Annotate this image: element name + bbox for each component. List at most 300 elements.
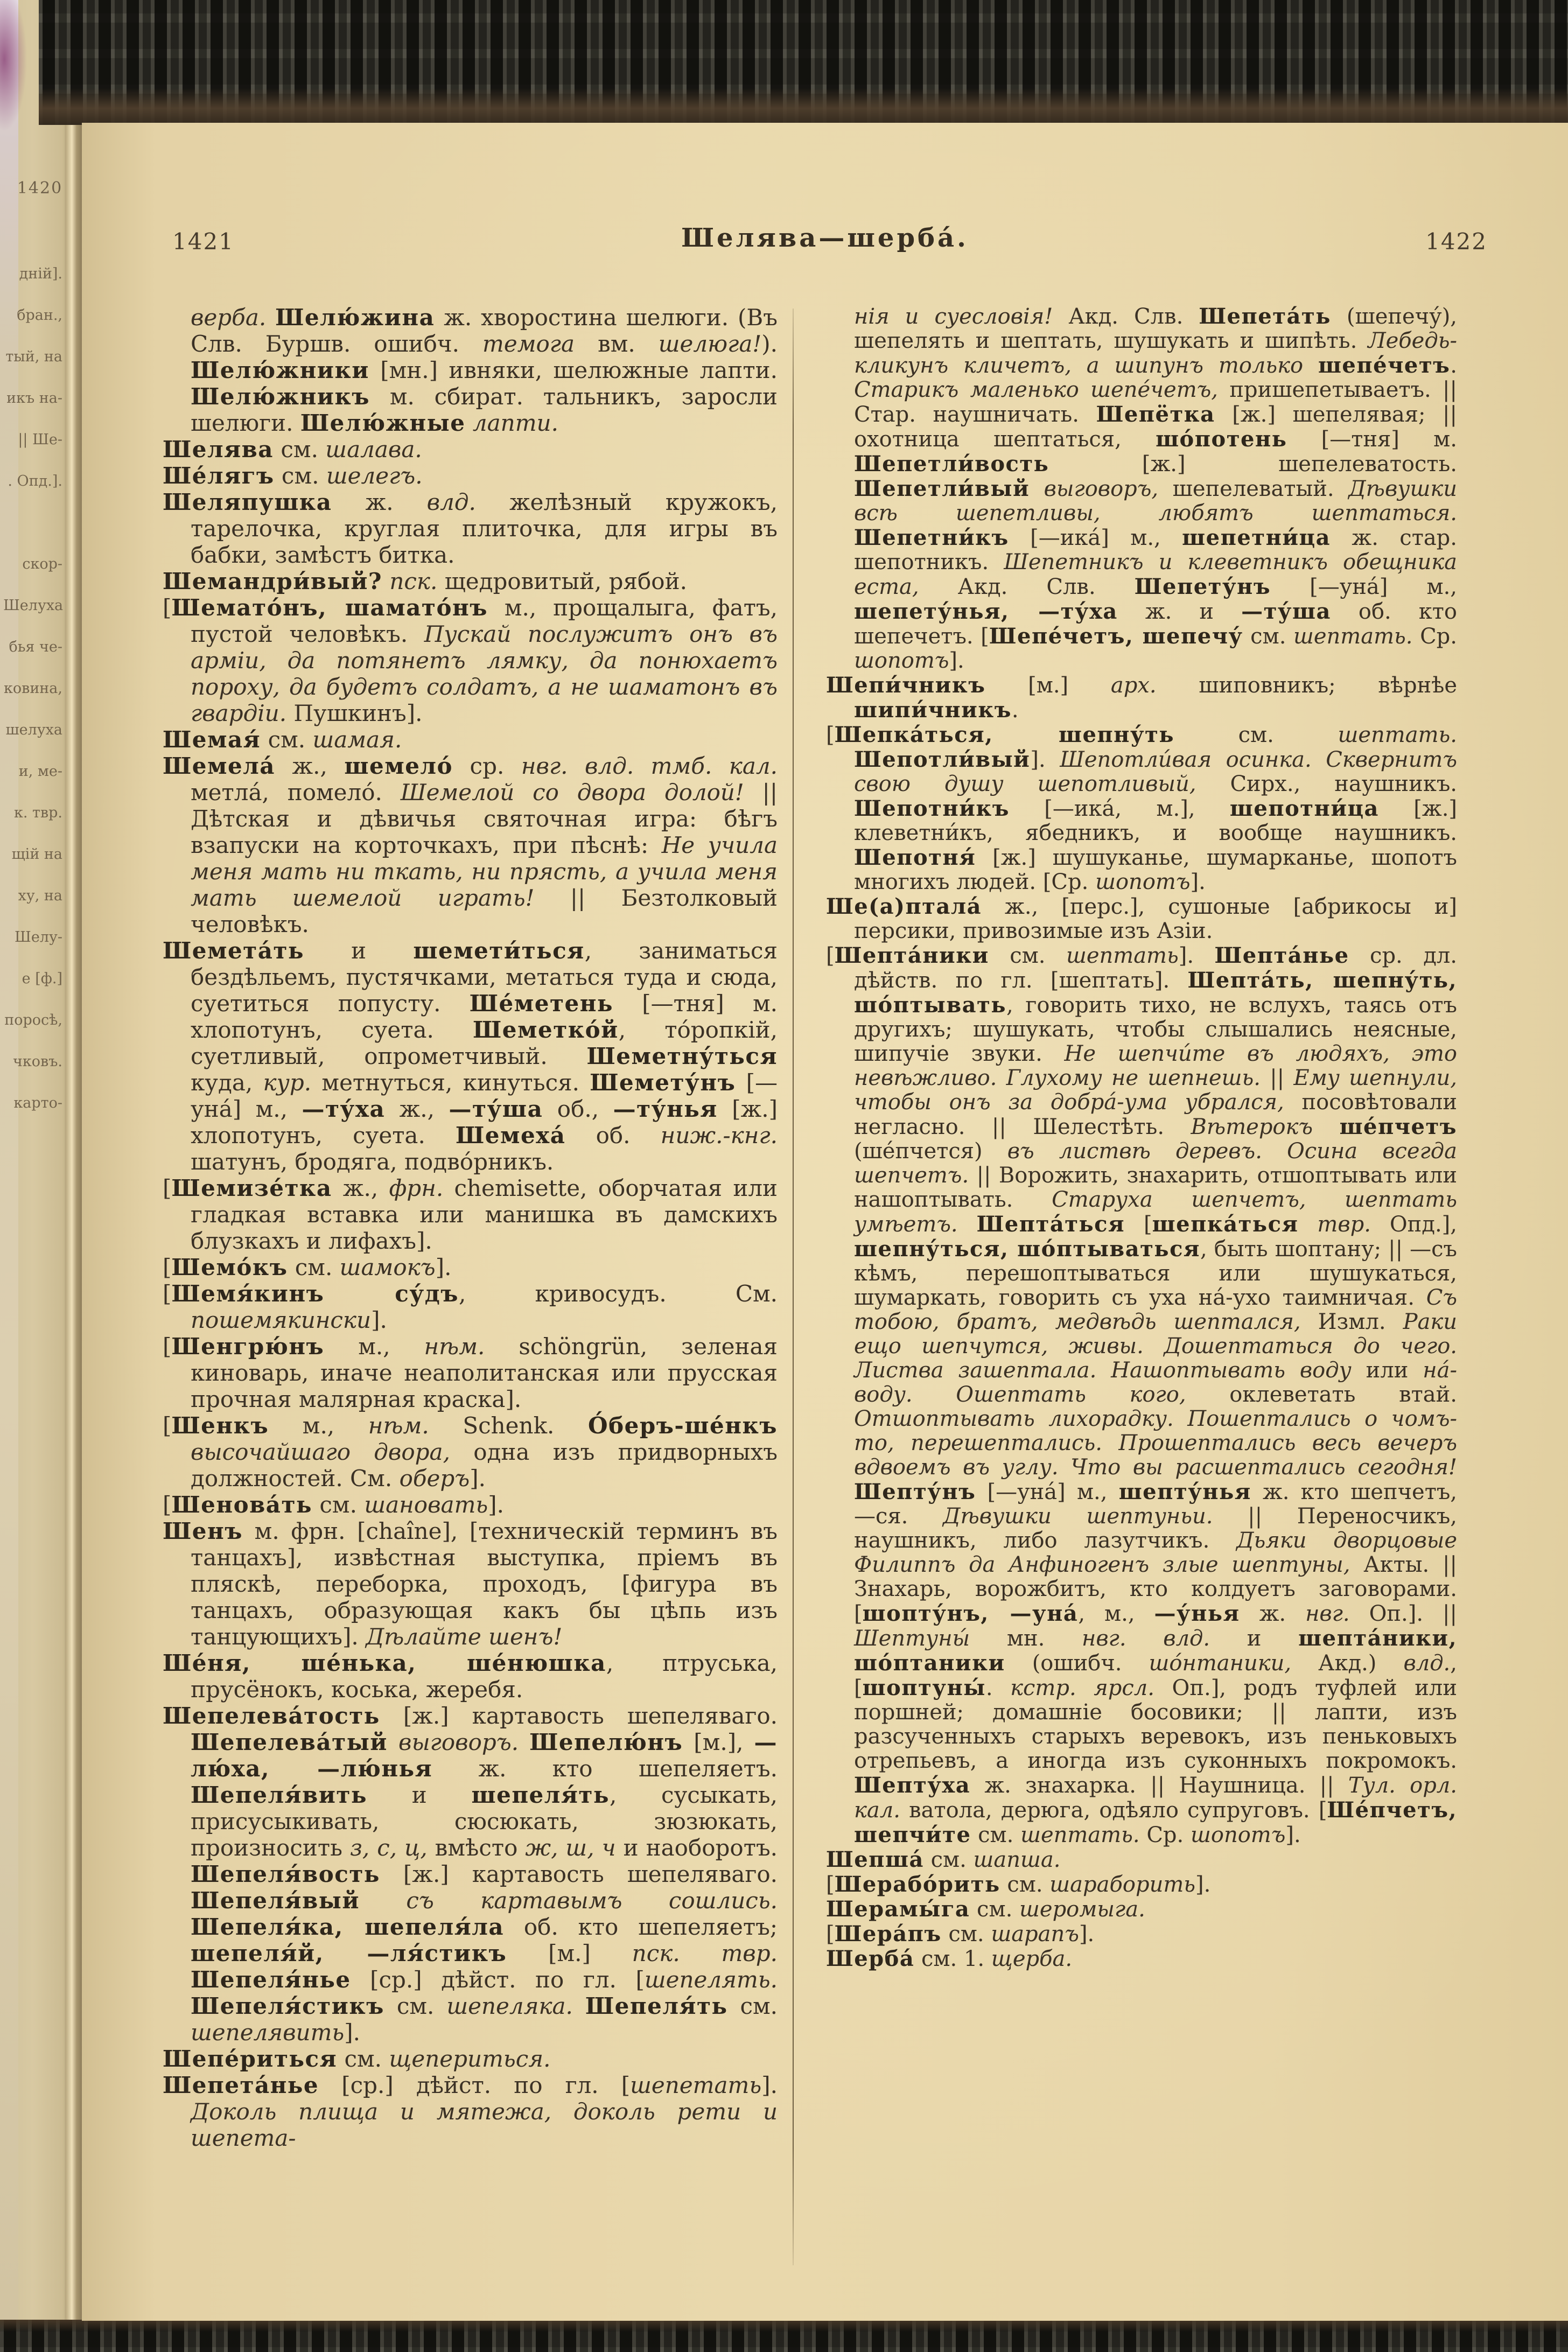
headword: Шепша́ <box>826 1847 924 1872</box>
edge-fragment: шелуха <box>5 722 62 738</box>
entry-text: [ж.] шепелявая; || охотница шептаться, <box>854 402 1457 452</box>
edge-page-number: 1420 <box>17 179 63 198</box>
dictionary-entry <box>163 1650 778 1703</box>
entry-text: шопотъ <box>1190 1823 1286 1847</box>
entry-text <box>573 1993 585 2019</box>
edge-fragment: поросѣ, <box>4 1012 62 1028</box>
dictionary-entry <box>163 1492 778 1518</box>
entry-text: шамая. <box>312 726 402 753</box>
headword: Шепетли́вый <box>854 476 1030 501</box>
entry-text: (шепечу́), шепелять и шептать, шушукать и шипѣть. <box>854 304 1457 353</box>
entry-text: см. <box>941 1922 991 1947</box>
entry-text: нѣм. <box>424 1333 485 1360</box>
headword: шепе́четъ <box>1318 353 1451 378</box>
entry-text: пришепетываетъ. || Стар. наушничать. <box>854 377 1457 427</box>
dictionary-entry <box>163 463 778 489</box>
entry-text: [м.], <box>683 1729 754 1755</box>
dictionary-entry <box>163 304 778 436</box>
headword: Шепелева́тость <box>163 1703 380 1729</box>
headword: Шерабо́рить <box>834 1872 1000 1897</box>
headword: Шеметну́ться <box>586 1043 778 1069</box>
headword: Шепелю́нъ <box>529 1729 683 1755</box>
entry-text <box>1030 477 1044 501</box>
headword: Шепе́четъ, шепечу́ <box>989 624 1243 649</box>
entry-text: Вѣтерокъ <box>1191 1115 1313 1139</box>
edge-fragment: чковъ. <box>13 1053 62 1070</box>
entry-text: , кривосудъ. См. <box>458 1280 778 1307</box>
headword: Шемизе́тка <box>171 1175 332 1201</box>
entry-text: Шемелой со двора долой! <box>400 779 744 806</box>
entry-text: шалава. <box>325 436 422 463</box>
headword: —ту́ха <box>302 1096 386 1122</box>
entry-text: ]. <box>761 2072 778 2098</box>
headword: шепну́ться, шо́птываться <box>854 1236 1200 1262</box>
headword: Шепта́ники <box>834 943 989 968</box>
entry-text: Сирх., наушникъ. <box>1196 772 1457 796</box>
entry-text: нвг. влд. <box>1082 1626 1210 1651</box>
headword: Ше(а)птала́ <box>826 894 982 919</box>
entry-text: шептать. <box>1293 624 1413 649</box>
entry-text: ]. <box>435 1254 452 1280</box>
entry-text: фрн. <box>389 1175 444 1201</box>
entry-text: [—тня] м. <box>1287 427 1457 452</box>
entry-text: шепелять. <box>644 1966 778 1993</box>
headword: Шемато́нъ, шамато́нъ <box>171 594 488 621</box>
headword: Ше́ня, ше́нька, ше́нюшка <box>163 1650 606 1676</box>
entry-text: [ <box>163 1280 172 1307</box>
entry-text: ж. знахарка. || Наушница. || <box>970 1773 1348 1798</box>
headword: шо́потень <box>1156 426 1287 452</box>
headword: Шемета́ть <box>163 937 304 964</box>
dictionary-entry <box>163 1333 778 1412</box>
entry-text: , [ <box>854 1651 1457 1700</box>
entry-text: об. кто шепеляетъ; <box>504 1914 778 1940</box>
entry-text: ниж.-кнг. <box>660 1122 778 1149</box>
dictionary-entry <box>163 937 778 1175</box>
headword: —ту́нья <box>613 1096 718 1122</box>
edge-fragment: || Ше- <box>18 431 62 448</box>
entry-text: ]. <box>1079 1922 1095 1947</box>
entry-text: Акд. Слв. <box>1053 304 1199 329</box>
entry-text: шатунъ, бродяга, подво́рникъ. <box>191 1149 554 1175</box>
entry-text: влд. <box>426 489 476 515</box>
headword: Шеметко́й <box>473 1017 619 1043</box>
edge-fragment: бран., <box>17 307 62 324</box>
entry-text: , сусыкать, присусыкивать, сюсюкать, зюзюкать, произносить <box>191 1782 778 1861</box>
entry-text: высочайшаго двора, <box>191 1439 450 1465</box>
headword: Шемела́ <box>163 753 276 779</box>
entry-text: , птруська, прусёнокъ, коська, жеребя. <box>191 1650 778 1703</box>
headword: —ту́ша <box>1241 599 1331 624</box>
headword: —лю́ха, —лю́нья <box>191 1729 778 1782</box>
entry-text: ]. <box>488 1492 505 1518</box>
scanner-bed-top <box>39 0 1568 125</box>
entry-text: Шептуны́ <box>854 1626 970 1651</box>
entry-text: шопотъ <box>1095 870 1191 894</box>
entry-text: см. <box>923 1847 974 1872</box>
entry-text: [ <box>826 1922 835 1947</box>
entry-text: Тул. орл. кал. <box>854 1773 1457 1823</box>
headword: Шенгрю́нъ <box>171 1333 325 1360</box>
entry-text <box>1298 1212 1317 1237</box>
headword: Шепеля́ка, шепеля́ла <box>191 1914 505 1940</box>
entry-text <box>360 1887 406 1914</box>
entry-text <box>1313 1115 1340 1139</box>
entry-text: Старикъ маленько шепе́четъ, <box>854 377 1219 402</box>
entry-text: щепериться. <box>389 2046 551 2072</box>
entry-text: одна изъ придворныхъ должностей. См. <box>191 1439 778 1492</box>
headword: Шепеля́ть <box>585 1993 728 2019</box>
entry-text: см. <box>288 1254 340 1280</box>
entry-text: кур. <box>263 1069 312 1096</box>
headword: шепеля́й, —ля́стикъ <box>191 1940 507 1966</box>
entry-text: мн. <box>970 1626 1082 1651</box>
entry-text: и <box>367 1782 472 1808</box>
entry-text: нвг. влд. тмб. кал. <box>521 753 778 779</box>
dictionary-entry <box>163 753 778 937</box>
dictionary-entry <box>826 1847 1457 1872</box>
headword: Шера́пъ <box>834 1921 942 1947</box>
entry-text: оклеветать втай. <box>1186 1382 1457 1407</box>
dictionary-entry <box>163 1412 778 1492</box>
edge-fragment: Шелу- <box>15 929 62 946</box>
entry-text: см. <box>337 2046 389 2072</box>
entry-text: || Дѣтская и дѣвичья святочная игра: бѣгъ взапуски на корточкахъ, при пѣснѣ: <box>191 779 778 858</box>
headword: Шепета́нье <box>163 2072 319 2098</box>
dictionary-entry <box>163 1175 778 1254</box>
entry-text: верба. <box>191 304 276 331</box>
entry-text: Ср. <box>1412 624 1457 649</box>
headword: Шепеля́стикъ <box>191 1993 384 2019</box>
entry-text: ]. <box>1195 1872 1211 1897</box>
entry-text: см. 1. <box>914 1947 991 1971</box>
entry-text: з, с, ц, <box>349 1835 428 1861</box>
entry-text: Не шепчи́те въ людяхъ, это невѣжливо. Глухому не шепнешь. <box>854 1041 1457 1090</box>
headword: —у́нья <box>1154 1601 1240 1626</box>
entry-text: Schenk. <box>429 1412 588 1439</box>
headword: Шепётка <box>1096 402 1215 427</box>
entry-text: см. <box>274 436 326 463</box>
entry-text: выговоръ. <box>398 1729 519 1755</box>
headword: Шепка́ться, шепну́ть <box>834 722 1174 747</box>
headword: Шенкъ <box>171 1412 269 1439</box>
entry-text: , то́ропкій, суетливый, опрометчивый. <box>191 1017 778 1069</box>
entry-text: темога <box>482 331 575 357</box>
entry-text: ж. хворостина шелюги. (Въ Слв. Буршв. ошибч. <box>191 304 778 357</box>
edge-fragment: дній]. <box>19 265 62 282</box>
headword: Шенова́ть <box>171 1492 313 1518</box>
entry-text <box>958 1212 977 1237</box>
gutter-ridge <box>66 0 82 2321</box>
dictionary-entry <box>826 723 1457 894</box>
entry-text: см. <box>274 463 326 489</box>
entry-text: [ <box>163 1412 172 1439</box>
entry-text: [ <box>163 1333 172 1360</box>
headword: Шемя́кинъ су́дъ <box>171 1280 459 1307</box>
entry-text: Старуха шепчетъ, шептать умѣетъ. <box>854 1187 1457 1237</box>
dictionary-entry <box>826 1872 1457 1897</box>
entry-text: пск. твр. <box>632 1940 778 1966</box>
headword: Шепеля́вость <box>191 1861 380 1887</box>
left-column <box>163 304 778 2297</box>
headword: Шепетни́къ <box>854 525 1009 550</box>
dictionary-entry <box>163 726 778 753</box>
entry-text: и <box>1210 1626 1299 1651</box>
entry-text: || Переносчикъ, наушникъ, либо лазутчикъ. <box>854 1504 1457 1553</box>
entry-text: шепелеватый. <box>1158 477 1349 501</box>
headword: Шепта́нье <box>1214 943 1349 968</box>
dictionary-entry <box>826 304 1457 673</box>
dictionary-entry <box>163 2072 778 2151</box>
dictionary-entry <box>163 1280 778 1333</box>
dictionary-entry <box>163 436 778 463</box>
entry-text: въ листвѣ деревъ. Осина всегда шепчетъ. <box>854 1139 1457 1188</box>
entry-text: [ср.] дѣйст. по гл. [ <box>319 2072 631 2098</box>
dictionary-entry <box>163 2046 778 2072</box>
entry-text: ж., <box>332 1175 389 1201</box>
entry-text: лапти. <box>472 410 558 436</box>
entry-text: шопотъ <box>854 648 949 673</box>
edge-fragment: и, ме- <box>18 763 62 780</box>
dictionary-entry <box>163 1254 778 1280</box>
headword: Шемо́къ <box>171 1254 288 1280</box>
entry-text: и <box>304 937 414 964</box>
entry-text: ]. <box>1178 943 1215 968</box>
entry-text: [ж.] клеветни́къ, ябедникъ, и вообще наушникъ. <box>854 796 1457 845</box>
entry-text: шепелявить <box>191 2019 345 2046</box>
entry-text: см. <box>971 1823 1021 1847</box>
book-edge-strip <box>0 0 82 2321</box>
entry-text: (ше́пчется) <box>854 1139 1007 1164</box>
entry-text: (ошибч. <box>1005 1651 1149 1676</box>
entry-text: ]. <box>1030 747 1060 772</box>
entry-text: шапша. <box>973 1847 1061 1872</box>
headword: Шепе́риться <box>163 2046 338 2072</box>
entry-text: см. <box>261 726 313 753</box>
headword: Шелява <box>163 436 274 463</box>
edge-text-fragments <box>3 253 66 1124</box>
entry-text: ]. <box>371 1307 387 1333</box>
dictionary-entry <box>163 1518 778 1650</box>
running-head: Шелява—шерба́. <box>681 223 969 253</box>
headword: шопту́нъ, —уна́ <box>862 1601 1079 1626</box>
headword: шепеля́ть <box>471 1782 610 1808</box>
entry-text: chemisette, оборчатая или гладкая вставка или манишка въ дамскихъ блузкахъ и лифахъ]. <box>191 1175 778 1254</box>
headword: Шелю́жникъ <box>191 383 370 410</box>
entry-text: Шепотли́вая осинка. Сквернитъ свою душу шепотливый, <box>854 747 1457 796</box>
entry-text: [—ика́] м., <box>1009 526 1182 550</box>
entry-text: Измл. <box>1300 1310 1403 1334</box>
entry-text: Пушкинъ]. <box>293 700 423 726</box>
entry-text: Лебедь-кликунъ кличетъ, а шипунъ только <box>854 328 1457 378</box>
entry-text: шептать. <box>1338 723 1457 747</box>
entry-text: ж. кто шепчетъ, —ся. <box>854 1480 1457 1529</box>
dictionary-entry <box>163 594 778 726</box>
entry-text: [ж.] хлопотунъ, суета. <box>191 1096 778 1149</box>
entry-text: ]. <box>470 1465 486 1492</box>
dictionary-entry <box>163 1703 778 2046</box>
entry-text: ж., [перс.], сушоные [абрикосы и] персики, привозимые изъ Азіи. <box>854 894 1457 943</box>
entry-text: метнуться, кинуться. <box>311 1069 590 1096</box>
headword: шемети́ться <box>413 937 585 964</box>
entry-text: Опд.], <box>1370 1212 1457 1237</box>
entry-text: м., <box>324 1333 424 1360</box>
entry-text: шиповникъ; вѣрнѣе <box>1156 673 1457 698</box>
entry-text: оберъ <box>399 1465 470 1492</box>
entry-text: см. <box>384 1993 447 2019</box>
edge-fragment: ху, на <box>18 887 62 904</box>
edge-fragment: е [ф.] <box>22 970 62 987</box>
headword: Шерба́ <box>826 1946 915 1971</box>
entry-text: см. <box>970 1897 1020 1922</box>
entry-text: [ <box>163 1492 172 1518</box>
headword: Шеляпушка <box>163 489 332 515</box>
dictionary-entry <box>163 568 778 594</box>
entry-text: [—уна́] м., <box>976 1480 1119 1504</box>
entry-text: шептать <box>1066 943 1179 968</box>
headword: Шепеля́нье <box>191 1966 351 1993</box>
entry-text: шепетать <box>630 2072 762 2098</box>
entry-text: см. <box>1174 723 1338 747</box>
headword: Шепотли́вый <box>854 747 1031 772</box>
headword: Шенъ <box>163 1518 243 1544</box>
headword: Шемандри́вый? <box>163 568 382 594</box>
dictionary-entry <box>826 1947 1457 1971</box>
entry-text: ]. <box>949 648 964 673</box>
right-column <box>826 304 1457 2286</box>
headword: Шемеха́ <box>455 1122 566 1149</box>
glare-highlight <box>0 0 38 162</box>
entry-text: об., <box>543 1096 613 1122</box>
entry-text: об. <box>565 1122 661 1149</box>
entry-text: Съ тобою, братъ, медвѣдь шептался, <box>854 1285 1457 1334</box>
entry-text: Оп.], родъ туфлей или поршней; домашніе босовики; || лапти, изъ разсученныхъ старыхъ веревокъ, изъ пеньковыхъ отрепьевъ, а иногда изъ суконныхъ покромокъ. <box>854 1676 1457 1773</box>
entry-text: [ж.] картавость шепеляваго. <box>380 1861 778 1887</box>
entry-text: [—уна́] м., <box>1271 575 1457 599</box>
entry-text: Пускай послужитъ онъ въ арміи, да потянетъ лямку, да понюхаетъ пороху, да будетъ солдатъ, а не шаматонъ въ гвардіи. <box>191 621 778 726</box>
headword: Ше́метень <box>469 990 613 1017</box>
entry-text: Доколь плища и мятежа, доколь рети и шепета- <box>191 2098 778 2151</box>
entry-text: [ <box>826 723 835 747</box>
entry-text: шептать. <box>1020 1823 1140 1847</box>
edge-fragment: скор- <box>22 556 62 572</box>
entry-text: съ картавымъ сошлись. <box>406 1887 778 1914</box>
headword: Шемая́ <box>163 726 261 753</box>
entry-text: вм. <box>575 331 659 357</box>
entry-text: м. фрн. [chaîne], [техническій терминъ въ танцахъ], извѣстная выступка, пріемъ въ пляскѣ, переборка, проходъ, [фигура въ танцахъ, образующая какъ бы цѣпь изъ танцующихъ]. <box>191 1518 778 1650</box>
entry-text: кстр. ярсл. <box>1010 1676 1154 1700</box>
headword: Шелю́жники <box>191 357 369 383</box>
headword: шепту́нья <box>1118 1479 1251 1504</box>
entry-text: см. <box>727 1993 778 2019</box>
entry-text: Шепетникъ и клеветникъ обещника еста, <box>854 550 1457 599</box>
edge-fragment: икъ на- <box>6 390 62 407</box>
headword: Шепетли́вость <box>854 451 1049 477</box>
entry-text <box>1303 353 1318 378</box>
entry-text: ср. дл. дѣйств. по гл. [шептать]. <box>854 943 1457 993</box>
entry-text: щерба. <box>991 1947 1073 1971</box>
entry-text: || Ворожить, знахарить, отшоптывать или нашоптывать. <box>854 1163 1457 1212</box>
entry-text: вмѣсто <box>427 1835 526 1861</box>
entry-text: ж. <box>1240 1601 1306 1626</box>
entry-text <box>519 1729 529 1755</box>
entry-text: [м.] <box>507 1940 632 1966</box>
entry-text: schöngrün, зеленая киноварь, иначе неаполитанская или прусская прочная малярная краска]. <box>191 1333 778 1412</box>
headword: Шелю́жина <box>275 304 435 331</box>
entry-text: , быть шоптану; || —съ кѣмъ, перешоптываться или шушукаться, шумаркать, говорить съ уха на́-ухо таимничая. <box>854 1237 1457 1310</box>
column-divider <box>793 309 794 2265</box>
headword: Ше́пчетъ, шепчи́те <box>854 1797 1457 1847</box>
entry-text: [ж.] шепелеватость. <box>1049 452 1457 477</box>
dictionary-entry <box>826 673 1457 723</box>
entry-text: , м., <box>1078 1601 1154 1626</box>
entry-text: Акд. Слв. <box>919 575 1135 599</box>
entry-text: пошемякински <box>191 1307 372 1333</box>
entry-text: и наоборотъ. <box>615 1835 778 1861</box>
headword: шепка́ться <box>1152 1212 1299 1237</box>
dictionary-entry <box>826 1897 1457 1922</box>
entry-text: нѣм. <box>368 1412 429 1439</box>
entry-text: м., <box>269 1412 368 1439</box>
entry-text: || Безтолковый человѣкъ. <box>191 885 778 937</box>
entry-text: щедровитый, рябой. <box>437 568 687 594</box>
entry-text: арх. <box>1110 673 1157 698</box>
entry-text: Оп.]. || <box>1349 1601 1457 1626</box>
headword: Шепта́ть, шепну́ть, шо́птывать <box>854 968 1457 1018</box>
edge-fragment: щій на <box>11 846 62 863</box>
entry-text: шарапъ <box>991 1922 1079 1947</box>
entry-text: ж. стар. шепотникъ. <box>854 526 1457 575</box>
dictionary-entry <box>163 489 778 568</box>
page-number-right: 1422 <box>1425 228 1487 255</box>
dictionary-entry <box>826 1922 1457 1947</box>
entry-text: [ <box>163 594 172 621</box>
entry-text: шепеляка. <box>446 1993 573 2019</box>
entry-text: [ж.] картавость шепеляваго. <box>380 1703 778 1729</box>
headword: Шепту́нъ <box>854 1479 976 1504</box>
headword: Шелю́жные <box>300 410 466 436</box>
edge-fragment: к. твр. <box>13 804 62 821</box>
entry-text: [ <box>163 1175 172 1201</box>
entry-text: шо́нтаники, <box>1149 1651 1292 1676</box>
entry-text <box>382 568 389 594</box>
entry-text: м. сбират. тальникъ, заросли шелюги. <box>191 383 778 436</box>
entry-text: шановать <box>364 1492 488 1518</box>
entry-text: см. <box>312 1492 365 1518</box>
headword: —ту́ша <box>449 1096 543 1122</box>
headword: Шепету́нъ <box>1134 574 1271 599</box>
entry-text: Дьяки дворцовые Филиппъ да Анфиногенъ злые шептуны, <box>854 1528 1457 1577</box>
entry-text: [ <box>1125 1212 1152 1237</box>
entry-text: Дѣвушки шептуньи. <box>942 1504 1213 1529</box>
entry-text: [ <box>826 943 835 968</box>
entry-text: влд. <box>1403 1651 1451 1676</box>
entry-text: [—тня] м. хлопотунъ, суета. <box>191 990 778 1043</box>
entry-text: . <box>985 1676 1011 1700</box>
entry-text: ]. <box>344 2019 361 2046</box>
entry-text: [ <box>826 1872 835 1897</box>
entry-text: Акты. || Знахарь, ворожбитъ, кто колдуетъ заговорами. [ <box>854 1552 1457 1626</box>
entry-text: шеромыга. <box>1019 1897 1145 1922</box>
headword: шипи́чникъ <box>854 697 1012 723</box>
entry-text: ). <box>761 331 778 357</box>
entry-text: см. <box>1000 1872 1050 1897</box>
entry-text: [м.] <box>985 673 1111 698</box>
entry-text: Ему шепнули, чтобы онъ за добра́-ума убрался, <box>854 1066 1457 1115</box>
entry-text: , говорить тихо, не вслухъ, таясь отъ другихъ; шушукать, чтобы слышались неясные, шипучіе звуки. <box>854 993 1457 1066</box>
entry-text: куда, <box>191 1069 263 1096</box>
entry-text: шелегъ. <box>326 463 423 489</box>
